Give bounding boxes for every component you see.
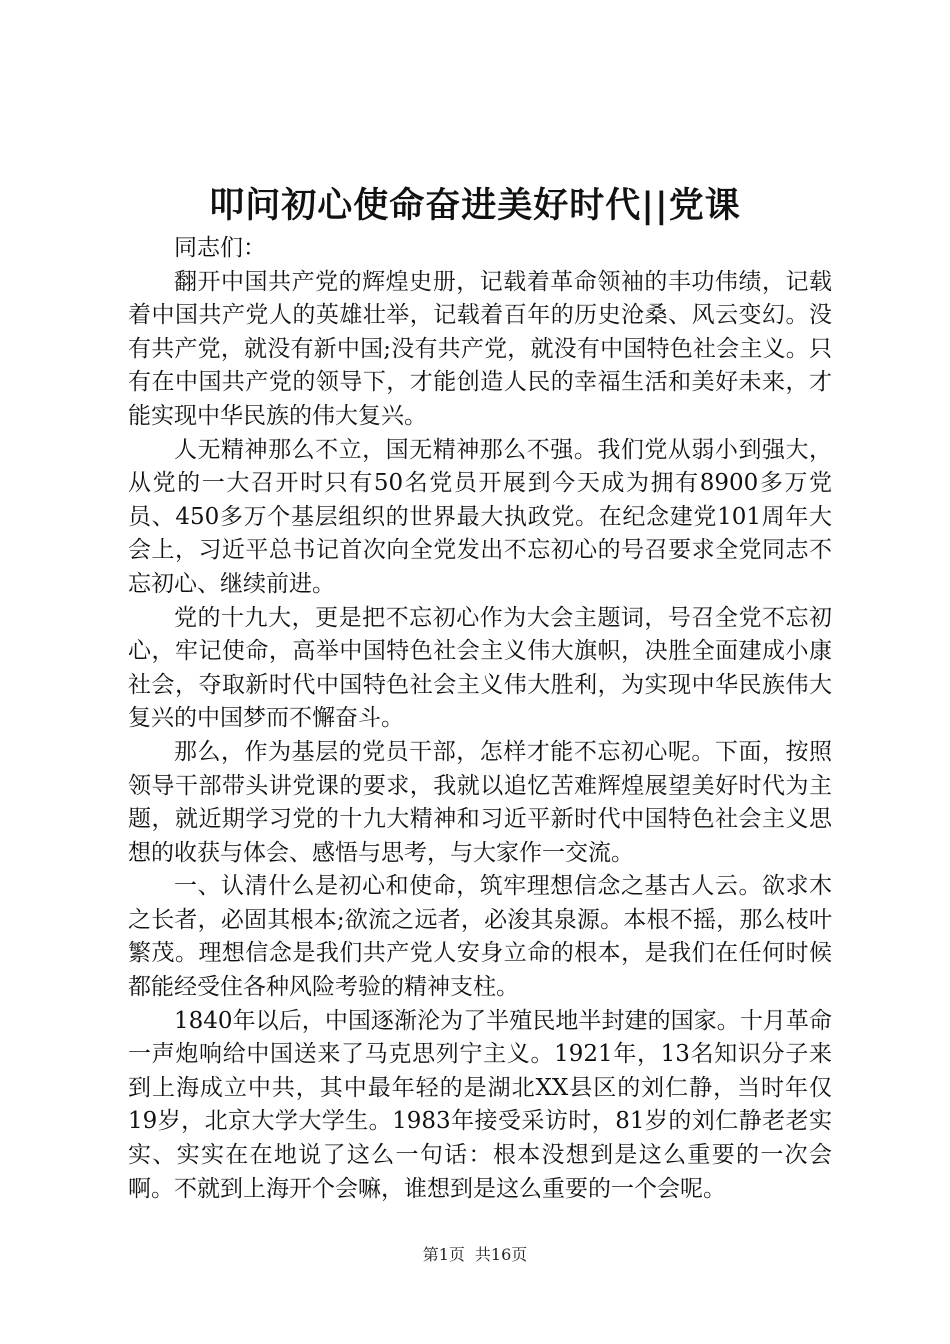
page-total: 共16页: [474, 1245, 528, 1264]
paragraph-greeting: 同志们：: [174, 235, 266, 261]
paragraph: 一、认清什么是初心和使命，筑牢理想信念之基古人云。欲求木之长者，必固其根本;欲流之远者，必浚其泉源。本根不摇，那么枝叶繁茂。理想信念是我们共产党人安身立命的根本，是我们在任何时候都能经受住各种风险考验的精神支柱。: [128, 873, 832, 1001]
document-body: [128, 232, 832, 1206]
paragraph: 那么，作为基层的党员干部，怎样才能不忘初心呢。下面，按照领导干部带头讲党课的要求，我就以追忆苦难辉煌展望美好时代为主题，就近期学习党的十九大精神和习近平新时代中国特色社会主义思想的收获与体会、感悟与思考，与大家作一交流。: [128, 738, 832, 866]
paragraph: 翻开中国共产党的辉煌史册，记载着革命领袖的丰功伟绩，记载着中国共产党人的英雄壮举，记载着百年的历史沧桑、风云变幻。没有共产党，就没有新中国;没有共产党，就没有中国特色社会主义。只有在中国共产党的领导下，才能创造人民的幸福生活和美好未来，才能实现中华民族的伟大复兴。: [128, 268, 832, 429]
paragraph: 1840年以后，中国逐渐沦为了半殖民地半封建的国家。十月革命一声炮响给中国送来了马克思列宁主义。1921年，13名知识分子来到上海成立中共，其中最年轻的是湖北XX县区的刘仁静，当时年仅19岁，北京大学大学生。1983年接受采访时，81岁的刘仁静老老实实、实实在在地说了这么一句话：根本没想到是这么重要的一次会啊。不就到上海开个会嘛，谁想到是这么重要的一个会呢。: [128, 1007, 832, 1202]
paragraph: 党的十九大，更是把不忘初心作为大会主题词，号召全党不忘初心，牢记使命，高举中国特色社会主义伟大旗帜，决胜全面建成小康社会，夺取新时代中国特色社会主义伟大胜利，为实现中华民族伟大复兴的中国梦而不懈奋斗。: [128, 604, 832, 732]
page-footer: [0, 1244, 950, 1266]
page-number: 第1页: [422, 1245, 465, 1264]
paragraph: 人无精神那么不立，国无精神那么不强。我们党从弱小到强大，从党的一大召开时只有50名党员开展到今天成为拥有8900多万党员、450多万个基层组织的世界最大执政党。在纪念建党101周年大会上，习近平总书记首次向全党发出不忘初心的号召要求全党同志不忘初心、继续前进。: [128, 436, 832, 597]
document-title: 叩问初心使命奋进美好时代||党课: [209, 185, 741, 226]
